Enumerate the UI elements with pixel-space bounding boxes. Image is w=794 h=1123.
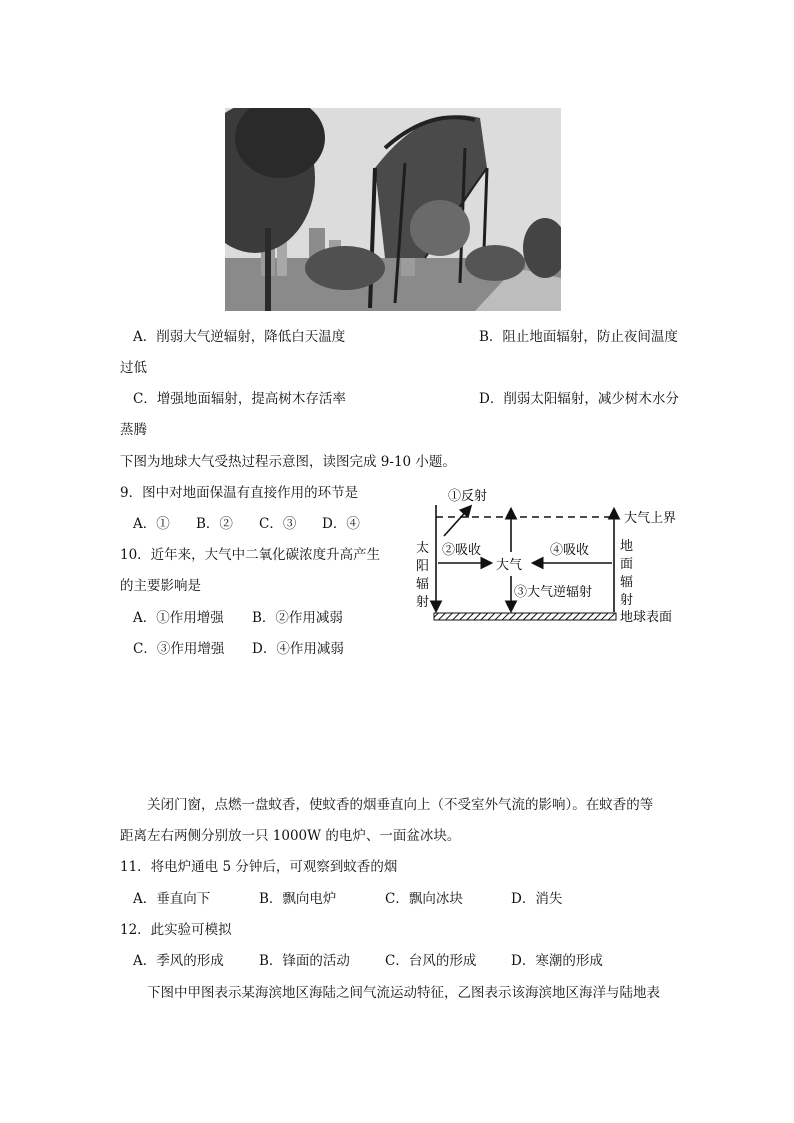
label-ground-4: 射 (620, 593, 634, 608)
atmosphere-heating-diagram (408, 480, 698, 630)
q9-stem: 9．图中对地面保温有直接作用的环节是 (120, 485, 359, 501)
label-top-boundary: 大气上界 (624, 511, 677, 526)
q11-option-b: B．飘向电炉 (259, 891, 337, 907)
label-surface: 地球表面 (620, 610, 673, 625)
q10-option-c: C．③作用增强 (133, 641, 225, 657)
q8-option-a: A．削弱大气逆辐射，降低白天温度 (133, 329, 346, 345)
q9-option-c: C．③ (259, 516, 297, 532)
q10-option-d: D．④作用减弱 (252, 641, 344, 657)
label-solar-3: 辐 (416, 577, 430, 592)
q9-option-a: A．① (133, 516, 170, 532)
q12-option-c: C．台风的形成 (385, 953, 477, 969)
q12-option-b: B．锋面的活动 (259, 953, 350, 969)
q8-option-c: C．增强地面辐射，提高树木存活率 (133, 391, 346, 407)
passage-line2: 距离左右两侧分别放一只 1000W 的电炉、一面盆冰块。 (120, 828, 461, 844)
label-solar-4: 射 (416, 595, 430, 610)
q11-option-c: C．飘向冰块 (385, 891, 463, 907)
passage-line1: 关闭门窗，点燃一盘蚊香，使蚊香的烟垂直向上（不受室外气流的影响）。在蚊香的等 (147, 797, 654, 813)
intro-next: 下图中甲图表示某海滨地区海陆之间气流运动特征，乙图表示该海滨地区海洋与陆地表 (147, 985, 660, 1001)
label-atmosphere: 大气 (496, 558, 523, 573)
ground-surface-bar (434, 613, 616, 620)
shade-net-photo-illustration (225, 108, 561, 311)
q8-option-b: B．阻止地面辐射，防止夜间温度 (479, 329, 678, 345)
label-counter-radiation: ③大气逆辐射 (514, 585, 593, 600)
q10-stem-line1: 10．近年来，大气中二氧化碳浓度升高产生 (120, 547, 381, 563)
q12-option-d: D．寒潮的形成 (511, 953, 603, 969)
q10-option-a: A．①作用增强 (133, 610, 224, 626)
label-ground-2: 面 (620, 557, 634, 572)
q9-option-d: D．④ (322, 516, 360, 532)
label-solar-1: 太 (416, 541, 430, 556)
q11-option-d: D．消失 (511, 891, 563, 907)
q9-option-b: B．② (196, 516, 233, 532)
q12-option-a: A．季风的形成 (133, 953, 224, 969)
q10-stem-line2: 的主要影响是 (120, 578, 201, 594)
q8-option-b-wrap: 过低 (120, 360, 147, 376)
label-absorb-4: ④吸收 (550, 543, 590, 558)
label-ground-1: 地 (620, 539, 634, 554)
q8-option-d: D．削弱太阳辐射，减少树木水分 (479, 391, 679, 407)
q8-option-d-wrap: 蒸腾 (120, 422, 147, 438)
label-reflect: ①反射 (448, 489, 488, 504)
reflection-arrow (444, 507, 470, 536)
q10-option-b: B．②作用减弱 (252, 610, 343, 626)
q12-stem: 12．此实验可模拟 (120, 922, 232, 938)
intro-9-10: 下图为地球大气受热过程示意图，读图完成 9-10 小题。 (120, 454, 456, 470)
q11-stem: 11．将电炉通电 5 分钟后，可观察到蚊香的烟 (120, 859, 398, 875)
shade-net-photo (225, 108, 561, 311)
label-absorb-2: ②吸收 (442, 543, 482, 558)
label-solar-2: 阳 (416, 559, 430, 574)
q11-option-a: A．垂直向下 (133, 891, 211, 907)
label-ground-3: 辐 (620, 575, 634, 590)
